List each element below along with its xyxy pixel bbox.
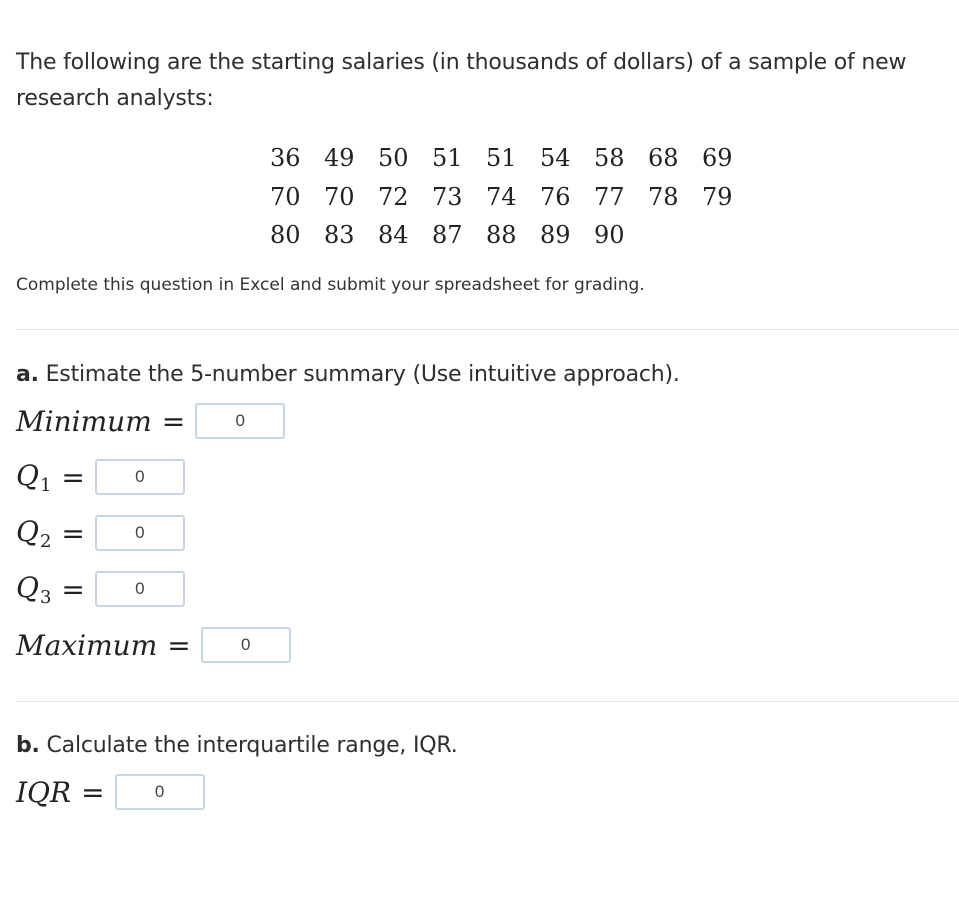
data-value: 36: [270, 144, 301, 172]
instruction-text: Complete this question in Excel and submit your spreadsheet for grading.: [16, 275, 645, 295]
data-value: 51: [432, 144, 463, 172]
data-value: 69: [702, 144, 733, 172]
data-value: 90: [594, 221, 625, 249]
data-value: 49: [324, 144, 355, 172]
data-value: 76: [540, 182, 571, 211]
data-value: 70: [270, 182, 301, 211]
q2-subscript: 2: [39, 530, 52, 552]
data-value: 51: [486, 144, 517, 172]
q2-label: [16, 515, 51, 552]
q3-input[interactable]: [95, 571, 185, 607]
q3-label-letter: Q: [16, 570, 39, 604]
q2-field-row: [16, 512, 185, 554]
part-b-heading: [16, 733, 458, 758]
equals-sign: =: [61, 572, 85, 606]
data-value: 83: [324, 221, 355, 249]
minimum-field-row: [16, 400, 285, 442]
data-value: 87: [432, 221, 463, 249]
part-a-heading: [16, 362, 680, 387]
equals-sign: =: [161, 404, 186, 438]
part-b-text: Calculate the interquartile range, IQR.: [46, 733, 458, 758]
equals-sign: =: [61, 516, 85, 550]
data-row: [270, 178, 756, 217]
data-value: 74: [486, 182, 517, 211]
q1-subscript: 1: [39, 474, 52, 496]
equals-sign: =: [61, 460, 85, 494]
data-value: 79: [702, 182, 733, 211]
equals-sign: =: [81, 775, 105, 809]
data-value: 89: [540, 221, 571, 249]
data-value: 58: [594, 144, 625, 172]
q3-field-row: [16, 568, 185, 610]
q3-label: [16, 571, 51, 608]
minimum-label: Minimum: [16, 404, 152, 438]
iqr-field-row: [16, 771, 205, 813]
problem-statement-line-2: research analysts:: [16, 86, 214, 111]
data-value: 54: [540, 144, 571, 172]
data-value: 68: [648, 144, 679, 172]
q1-label-letter: Q: [16, 458, 39, 492]
salary-data-table: [270, 139, 756, 255]
minimum-input[interactable]: [195, 403, 285, 439]
data-value: 84: [378, 221, 409, 249]
part-a-letter: a.: [16, 362, 39, 387]
iqr-label: IQR: [16, 775, 72, 809]
data-value: 50: [378, 144, 409, 172]
section-divider: [16, 701, 959, 702]
iqr-input[interactable]: [115, 774, 205, 810]
data-value: 72: [378, 182, 409, 211]
maximum-input[interactable]: [201, 627, 291, 663]
data-value: 88: [486, 221, 517, 249]
data-value: 73: [432, 182, 463, 211]
section-divider: [16, 329, 959, 330]
problem-statement: [16, 45, 936, 117]
q2-input[interactable]: [95, 515, 185, 551]
data-value: 70: [324, 182, 355, 211]
part-b-letter: b.: [16, 733, 40, 758]
data-value: 77: [594, 182, 625, 211]
equals-sign: =: [167, 628, 191, 662]
q1-input[interactable]: [95, 459, 185, 495]
maximum-label: Maximum: [16, 628, 158, 662]
q1-field-row: [16, 456, 185, 498]
data-value: 78: [648, 182, 679, 211]
data-value: 80: [270, 221, 301, 249]
q2-label-letter: Q: [16, 514, 39, 548]
problem-statement-line-1: The following are the starting salaries (in thousands of dollars) of a sample of new: [16, 50, 907, 75]
part-a-text: Estimate the 5-number summary (Use intuitive approach).: [45, 362, 680, 387]
q1-label: [16, 459, 51, 496]
maximum-field-row: [16, 624, 291, 666]
q3-subscript: 3: [39, 586, 52, 608]
data-row: [270, 216, 756, 255]
data-row: [270, 139, 756, 178]
